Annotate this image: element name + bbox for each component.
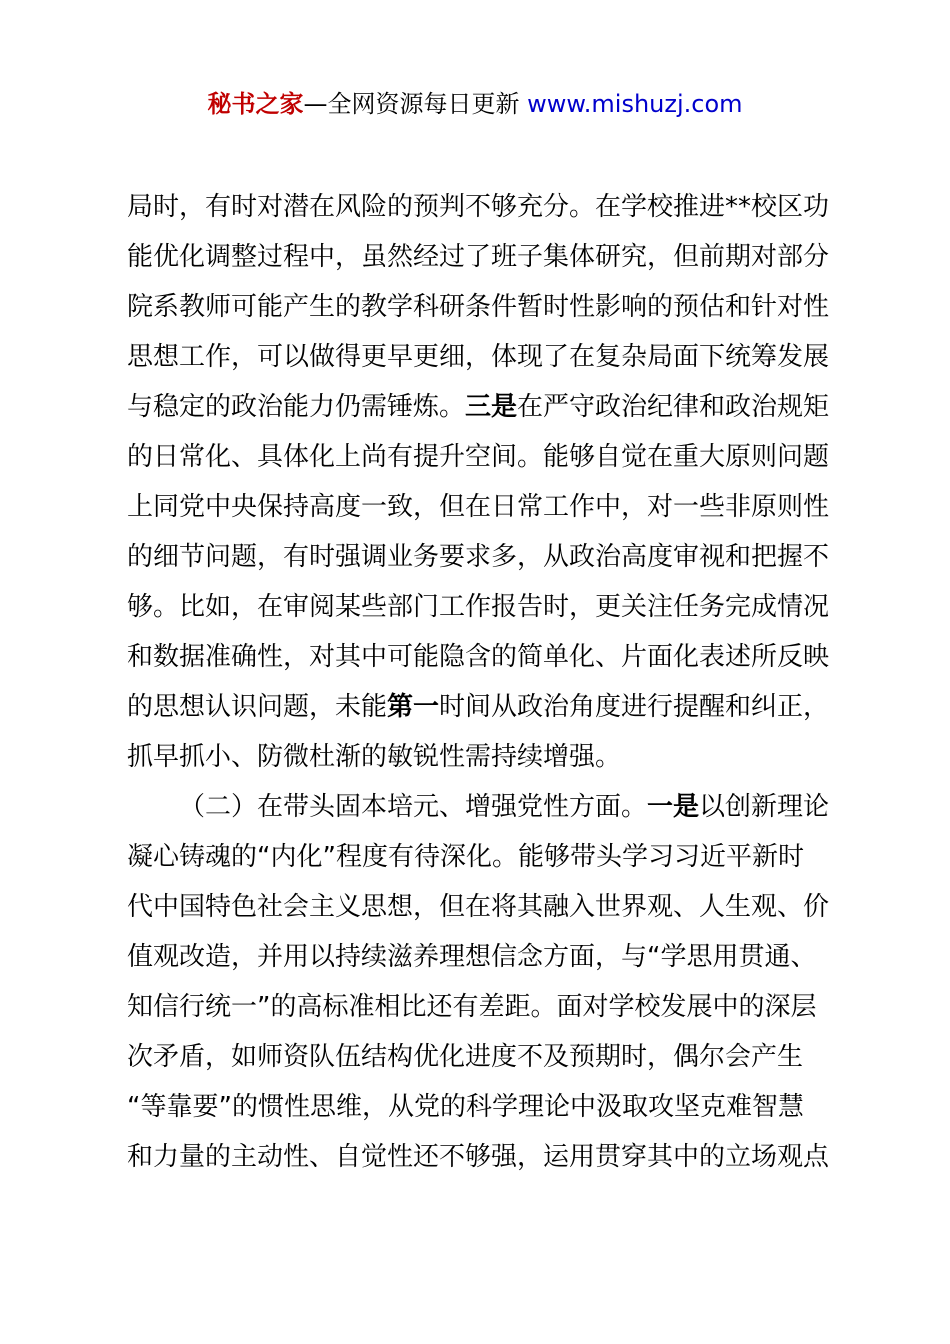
line-text: 上同党中央保持高度一致，但在日常工作中，对一些非原则性 (127, 492, 830, 522)
text-line (127, 732, 847, 782)
header-tagline: —全网资源每日更新 (303, 90, 528, 118)
line-text: 凝心铸魂的“内化”程度有待深化。能够带头学习习近平新时 (127, 842, 804, 872)
text-line (127, 582, 847, 632)
document-body (127, 182, 847, 1182)
text-line (127, 182, 847, 232)
line-text: 在严守政治纪律和政治规矩 (517, 392, 830, 422)
emphasis-text: 第一 (387, 692, 440, 722)
page-header (0, 86, 950, 122)
header-url-link[interactable]: www.mishuzj.com (527, 90, 743, 118)
text-line (127, 432, 847, 482)
line-text: 和力量的主动性、自觉性还不够强，运用贯穿其中的立场观点 (127, 1142, 830, 1172)
line-text: 局时，有时对潜在风险的预判不够充分。在学校推进**校区功 (127, 192, 830, 222)
text-line (127, 832, 847, 882)
emphasis-text: 三是 (465, 392, 518, 422)
text-line (127, 982, 847, 1032)
text-line (127, 382, 847, 432)
line-text: 思想工作，可以做得更早更细，体现了在复杂局面下统筹发展 (127, 342, 830, 372)
line-text: 抓早抓小、防微杜渐的敏锐性需持续增强。 (127, 742, 622, 772)
line-text: 代中国特色社会主义思想，但在将其融入世界观、人生观、价 (127, 892, 830, 922)
line-text: 够。比如，在审阅某些部门工作报告时，更关注任务完成情况 (127, 592, 830, 622)
line-text: 和数据准确性，对其中可能隐含的简单化、片面化表述所反映 (127, 642, 830, 672)
line-text: 的日常化、具体化上尚有提升空间。能够自觉在重大原则问题 (127, 442, 830, 472)
line-text: （二）在带头固本培元、增强党性方面。 (179, 792, 648, 822)
text-line (127, 232, 847, 282)
text-line (127, 1032, 847, 1082)
text-line (127, 532, 847, 582)
line-text: 次矛盾，如师资队伍结构优化进度不及预期时，偶尔会产生 (127, 1042, 804, 1072)
brand-name: 秘书之家 (207, 90, 304, 118)
line-text: 与稳定的政治能力仍需锤炼。 (127, 392, 466, 422)
line-text: 的细节问题，有时强调业务要求多，从政治高度审视和把握不 (127, 542, 830, 572)
section-heading-line (127, 782, 847, 832)
text-line (127, 482, 847, 532)
line-text: 能优化调整过程中，虽然经过了班子集体研究，但前期对部分 (127, 242, 830, 272)
text-line (127, 282, 847, 332)
emphasis-text: 一是 (647, 792, 700, 822)
text-line (127, 332, 847, 382)
text-line (127, 632, 847, 682)
line-text: 的思想认识问题，未能 (127, 692, 388, 722)
line-text: 以创新理论 (699, 792, 830, 822)
text-line (127, 1082, 847, 1132)
line-text: 知信行统一”的高标准相比还有差距。面对学校发展中的深层 (127, 992, 817, 1022)
text-line (127, 1132, 847, 1182)
line-text: 时间从政治角度进行提醒和纠正， (439, 692, 830, 722)
text-line (127, 682, 847, 732)
line-text: “等靠要”的惯性思维，从党的科学理论中汲取攻坚克难智慧 (127, 1092, 804, 1122)
line-text: 院系教师可能产生的教学科研条件暂时性影响的预估和针对性 (127, 292, 830, 322)
text-line (127, 932, 847, 982)
line-text: 值观改造，并用以持续滋养理想信念方面，与“学思用贯通、 (127, 942, 817, 972)
text-line (127, 882, 847, 932)
